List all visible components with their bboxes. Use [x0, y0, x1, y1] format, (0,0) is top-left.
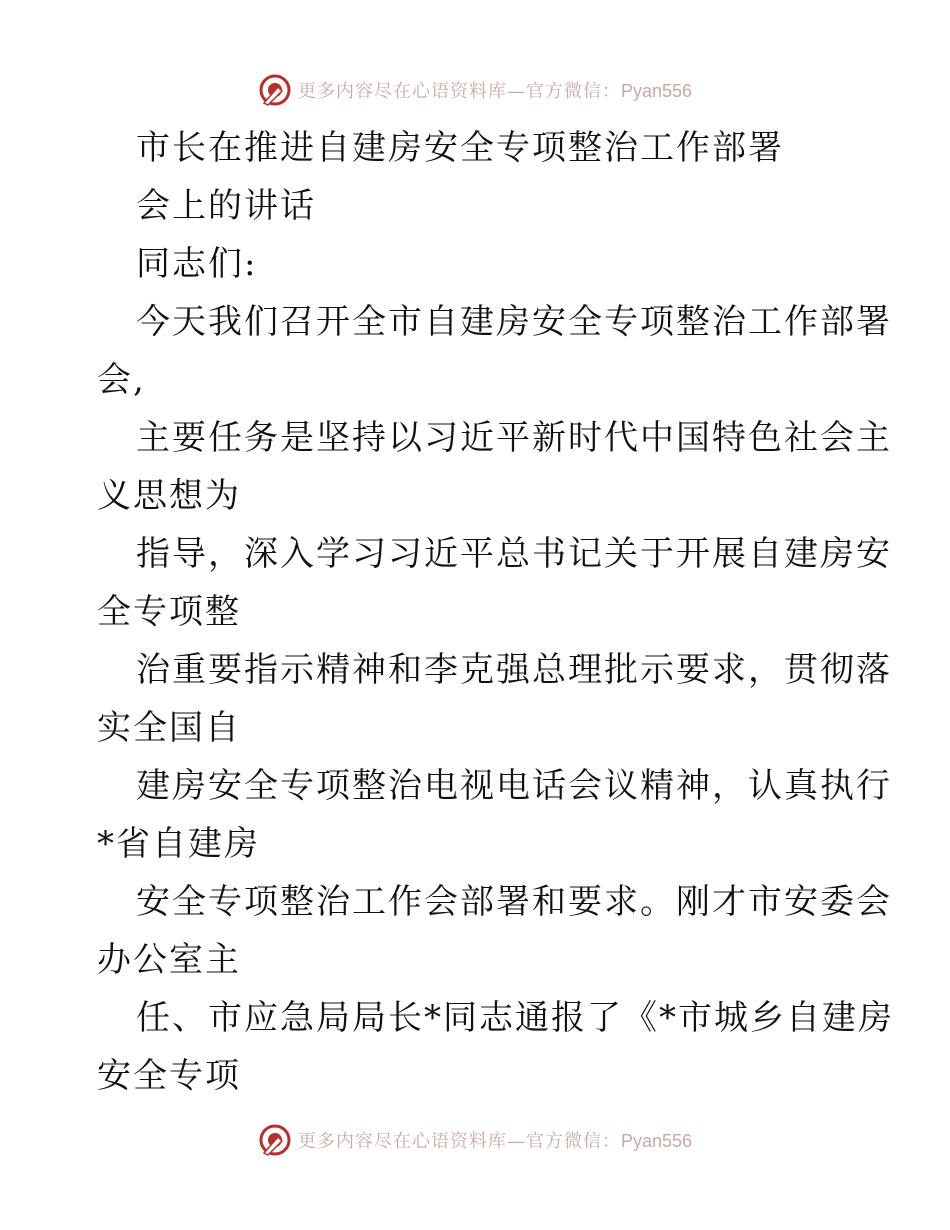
title-line-1: 市长在推进自建房安全专项整治工作部署 — [136, 128, 784, 168]
paragraph-line: 指导，深入学习习近平总书记关于开展自建房安 — [136, 534, 892, 574]
paragraph-line: 建房安全专项整治电视电话会议精神，认真执行 — [136, 766, 892, 806]
salutation: 同志们: — [136, 244, 258, 284]
watermark-text: 更多内容尽在心语资料库—官方微信：Pyan556 — [297, 81, 693, 102]
paragraph-line: 主要任务是坚持以习近平新时代中国特色社会主 — [136, 418, 892, 458]
paragraph-line: 安全专项 — [97, 1056, 241, 1096]
paragraph-line: 实全国自 — [97, 708, 241, 748]
paragraph-line: 今天我们召开全市自建房安全专项整治工作部署 — [136, 302, 892, 342]
watermark-text: 更多内容尽在心语资料库—官方微信：Pyan556 — [297, 1131, 693, 1152]
paragraph-line: 会, — [97, 360, 146, 400]
paragraph-line: 安全专项整治工作会部署和要求。刚才市安委会 — [136, 882, 892, 922]
paragraph-line: 义思想为 — [97, 476, 241, 516]
paragraph-line: 任、市应急局局长*同志通报了《*市城乡自建房 — [136, 998, 894, 1038]
paragraph-line: 办公室主 — [97, 940, 241, 980]
title-line-2: 会上的讲话 — [136, 186, 316, 226]
paragraph-line: 治重要指示精神和李克强总理批示要求，贯彻落 — [136, 650, 892, 690]
paragraph-line: *省自建房 — [97, 824, 260, 864]
paragraph-line: 全专项整 — [97, 592, 241, 632]
